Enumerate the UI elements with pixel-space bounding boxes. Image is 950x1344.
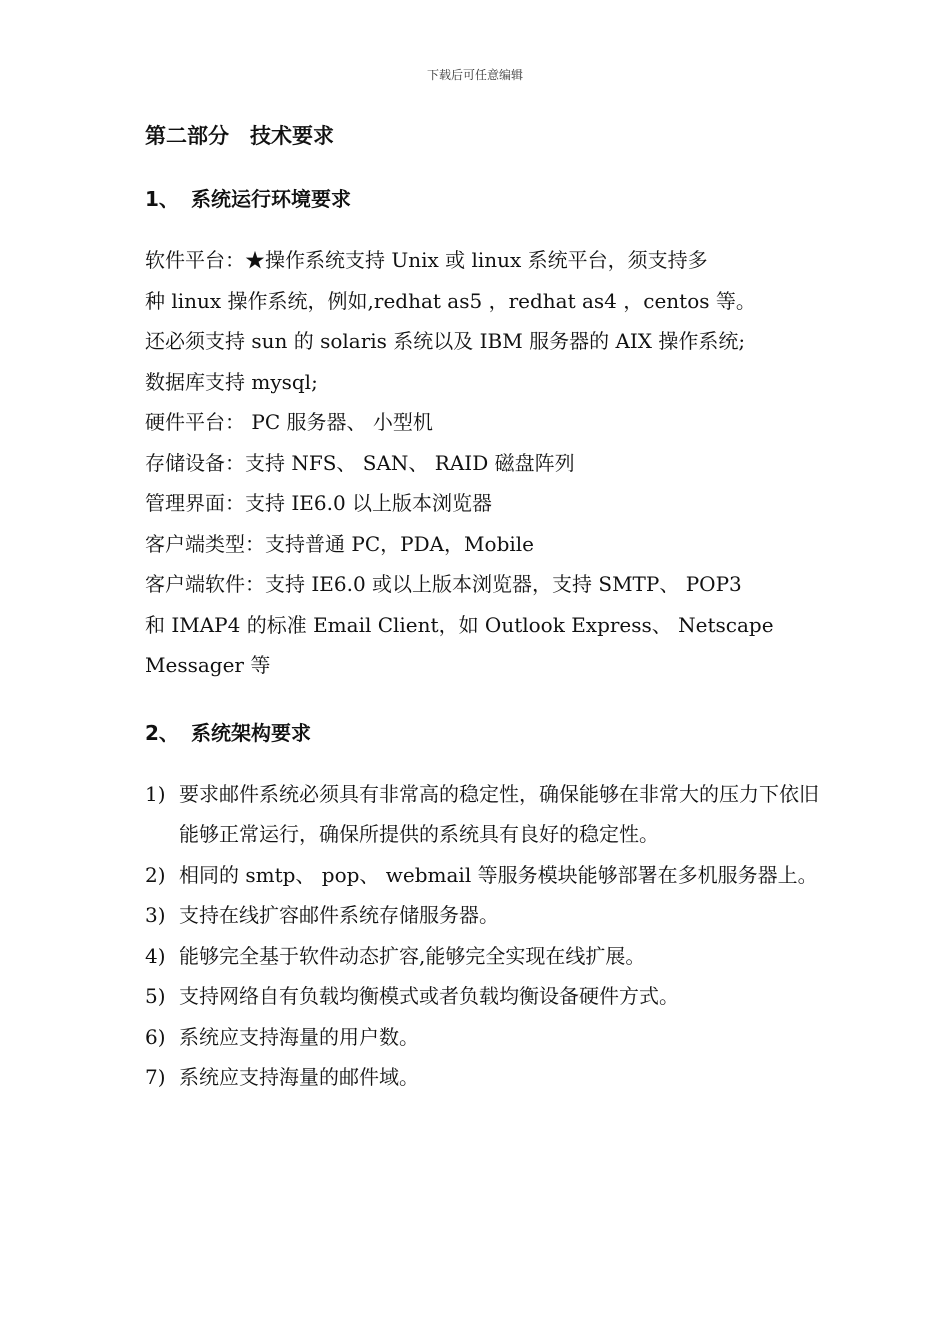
section-heading-2 (145, 716, 825, 750)
list-marker: 5) (145, 984, 166, 1008)
list-item (145, 1057, 825, 1098)
text-line: 种 linux 操作系统，例如,redhat as5 ，redhat as4 ，centos 等。 (145, 288, 756, 313)
list-marker: 7) (145, 1065, 166, 1089)
list-item (145, 936, 825, 977)
list-item-text: 要求邮件系统必须具有非常高的稳定性，确保能够在非常大的压力下依旧能够正常运行，确保所提供的系统具有良好的稳定性。 (179, 781, 819, 846)
text-line: 客户端类型：支持普通 PC，PDA，Mobile (145, 531, 535, 556)
section-title: 系统架构要求 (191, 720, 311, 745)
header-note: 下载后可任意编辑 (426, 68, 523, 82)
list-item (145, 976, 825, 1017)
list-item-text: 系统应支持海量的邮件域。 (179, 1065, 419, 1089)
list-marker: 2) (145, 862, 166, 887)
list-marker: 6) (145, 1024, 166, 1049)
section-number: 1、 (145, 187, 179, 211)
list-item (145, 1017, 825, 1058)
text-line: 软件平台：★操作系统支持 Unix 或 linux 系统平台，须支持多 (145, 248, 708, 272)
list-item (145, 895, 825, 936)
list-item-text: 能够完全基于软件动态扩容,能够完全实现在线扩展。 (179, 943, 646, 968)
section-number: 2、 (145, 720, 179, 745)
section-heading-1 (145, 182, 825, 216)
text-line: 数据库支持 mysql; (145, 369, 318, 394)
text-line: 硬件平台： PC 服务器、 小型机 (145, 410, 433, 434)
section-title: 系统运行环境要求 (191, 187, 351, 211)
text-line: Messager 等 (145, 653, 271, 677)
list-item (145, 774, 825, 855)
text-line: 管理界面：支持 IE6.0 以上版本浏览器 (145, 491, 493, 515)
architecture-requirements-list (145, 774, 825, 1098)
list-marker: 1) (145, 781, 166, 806)
text-line: 客户端软件：支持 IE6.0 或以上版本浏览器，支持 SMTP、 POP3 (145, 572, 742, 596)
text-line: 和 IMAP4 的标准 Email Client，如 Outlook Express、 Netscape (145, 612, 774, 637)
text-line: 存储设备：支持 NFS、 SAN、 RAID 磁盘阵列 (145, 450, 575, 475)
environment-requirements (145, 240, 825, 686)
part-title: 第二部分 技术要求 (145, 124, 334, 148)
list-marker: 4) (145, 943, 166, 968)
list-item-text: 支持在线扩容邮件系统存储服务器。 (179, 903, 499, 927)
list-item-text: 系统应支持海量的用户数。 (179, 1024, 419, 1049)
list-item-text: 支持网络自有负载均衡模式或者负载均衡设备硬件方式。 (179, 984, 679, 1008)
list-marker: 3) (145, 903, 166, 927)
list-item (145, 855, 825, 896)
list-item-text: 相同的 smtp、 pop、 webmail 等服务模块能够部署在多机服务器上。 (179, 862, 818, 887)
document-body (145, 118, 825, 1098)
text-line: 还必须支持 sun 的 solaris 系统以及 IBM 服务器的 AIX 操作系统; (145, 329, 746, 353)
